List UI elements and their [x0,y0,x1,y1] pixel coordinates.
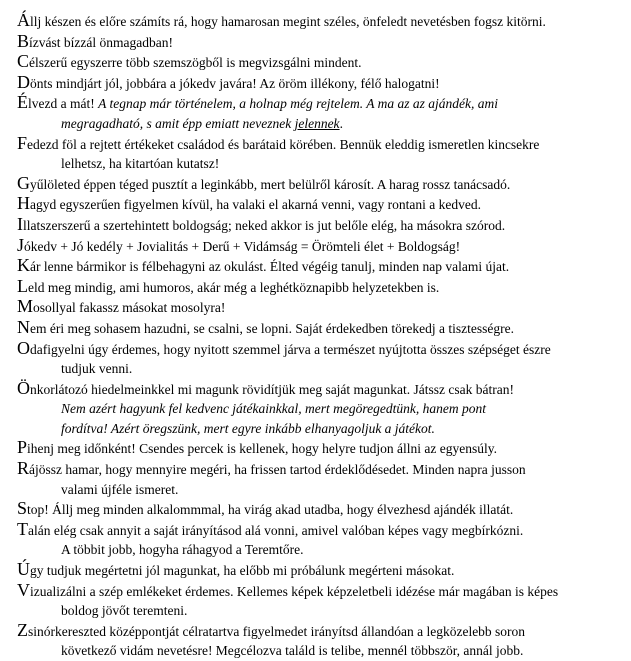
drop-cap: M [17,296,34,317]
text-segment: jelennek [294,115,340,131]
text-segment: alán elég csak annyit a saját irányításod alá vonni, amivel valóban képes vagy megbírkózni. [28,522,524,538]
drop-cap: É [17,92,28,113]
text-segment: tudjuk venni. [61,361,133,377]
advice-line [17,480,617,500]
advice-line [17,419,617,439]
text-segment: top! Állj meg minden alkalommmal, ha virág akad utadba, hogy élvezhesd ajándék illatát. [27,502,514,518]
advice-line [17,93,617,114]
advice-item-g [17,174,617,195]
advice-line [17,134,617,155]
advice-item-ö [17,379,617,439]
drop-cap: P [17,437,28,458]
advice-line [17,581,617,602]
advice-line [17,277,617,298]
text-segment: . [339,115,343,131]
advice-line [17,174,617,195]
advice-line [17,601,617,621]
advice-item-f [17,134,617,174]
text-segment: llatszerszerű a szertehintett boldogság; neked akkor is jut belőle elég, ha másokra szórod. [23,217,506,233]
advice-item-z [17,621,617,661]
text-segment: nkorlátozó hiedelmeinkkel mi magunk rövidítjük meg saját magunkat. Játssz csak bátran! [30,381,514,397]
drop-cap: H [17,193,30,214]
text-segment: ájössz hamar, hogy mennyire megéri, ha frissen tartod érdeklődésedet. Minden napra jusson [29,462,526,478]
drop-cap: K [17,255,30,276]
text-segment: ihenj meg időnként! Csendes percek is kellenek, hogy helyre tudjon állni az egyensúly. [27,441,498,457]
text-segment: ízvást bízzál önmagadban! [29,34,173,50]
text-segment: élszerű egyszerre több szemszögből is megvizsgálni mindent. [29,55,362,71]
advice-line [17,459,617,480]
advice-item-c [17,52,617,73]
advice-item-e [17,93,617,133]
advice-item-o [17,339,617,379]
text-segment: boldog jövőt teremteni. [61,603,188,619]
advice-item-p [17,438,617,459]
advice-line [17,256,617,277]
text-segment: osollyal fakassz másokat mosolyra! [33,300,226,316]
text-segment: Nem azért hagyunk fel kedvenc játékainkkal, mert megöregedtünk, hanem pont [61,401,486,417]
advice-line [17,560,617,581]
text-segment: izualizálni a szép emlékeket érdemes. Kellemes képek képzeletbeli idézése már magában is képes [30,583,559,599]
advice-line [17,359,617,379]
text-segment: fordítva! Azért öregszünk, mert egyre inkább elhanyagoljuk a játékot. [61,420,435,436]
advice-item-s [17,499,617,520]
drop-cap: R [17,458,30,479]
advice-item-v [17,581,617,621]
advice-item-k [17,256,617,277]
advice-line [17,399,617,419]
drop-cap: T [17,518,28,539]
advice-line [17,297,617,318]
advice-item-d [17,73,617,94]
drop-cap: B [17,30,30,51]
advice-line [17,114,617,134]
text-segment: ár lenne bármikor is félbehagyni az okulást. Élted végéig tanulj, minden nap valami újat. [30,259,510,275]
text-segment: gy tudjuk megértetni jól magunkat, ha előbb mi próbálunk megérteni másokat. [30,563,455,579]
advice-line [17,520,617,541]
text-segment: agyd egyszerűen figyelmen kívül, ha valaki el akarná venni, vagy rontani a kedved. [30,197,481,213]
advice-line [17,11,617,32]
text-segment: önts mindjárt jól, jobbára a jókedv javára! Az öröm illékony, félő halogatni! [30,75,440,91]
advice-line [17,73,617,94]
text-segment: A tegnap már történelem, a holnap még rejtelem. A ma az az ajándék, ami [98,96,499,112]
drop-cap: Z [17,619,28,640]
advice-line [17,52,617,73]
advice-line [17,318,617,339]
advice-item-b [17,32,617,53]
text-segment: megragadható, s amit épp emiatt neveznek [61,115,295,131]
text-segment: ókedv + Jó kedély + Jovialitás + Derű + Vidámság = Örömteli élet + Boldogság! [24,238,461,254]
advice-line [17,215,617,236]
drop-cap: F [17,132,28,153]
text-segment: eld meg mindig, ami humoros, akár még a leghétköznapibb helyzetekben is. [28,279,440,295]
text-segment: következő vidám nevetésre! Megcélozva találd is telibe, mennél többször, annál jobb. [61,643,524,659]
advice-line [17,236,617,257]
advice-line [17,641,617,661]
text-segment: A többit jobb, hogyha ráhagyod a Teremtőre. [61,542,304,558]
drop-cap: D [17,71,30,92]
drop-cap: N [17,316,30,337]
advice-item-j [17,236,617,257]
advice-item-a [17,11,617,32]
text-segment: em éri meg sohasem hazudni, se csalni, se lopni. Saját érdekedben törekedj a tisztességre. [30,320,514,336]
advice-line [17,621,617,642]
advice-line [17,379,617,400]
drop-cap: J [17,234,25,255]
text-segment: dafigyelni úgy érdemes, hogy nyitott szemmel járva a természet nyújtotta összes szépséget észre [30,341,551,357]
advice-list [17,11,617,661]
drop-cap: Ö [17,377,30,398]
advice-item-n [17,318,617,339]
text-segment: edezd föl a rejtett értékeket családod és barátaid körében. Bennük eleddig ismeretlen kincsekre [27,136,540,152]
drop-cap: C [17,51,30,72]
advice-line [17,32,617,53]
text-segment: yűlöleted éppen téged pusztít a leginkább, mert belülről károsít. A harag rossz tanácsadó. [30,176,511,192]
advice-item-r [17,459,617,499]
drop-cap: Á [17,10,30,30]
advice-line [17,194,617,215]
drop-cap: L [17,275,28,296]
advice-item-t [17,520,617,560]
drop-cap: Ú [17,559,30,580]
advice-line [17,154,617,174]
drop-cap: S [17,498,28,519]
advice-item-m [17,297,617,318]
drop-cap: G [17,172,30,193]
advice-line [17,499,617,520]
advice-item-ú [17,560,617,581]
advice-line [17,339,617,360]
text-segment: valami újféle ismeret. [61,481,179,497]
advice-item-h [17,194,617,215]
advice-item-i [17,215,617,236]
drop-cap: V [17,579,30,600]
advice-item-l [17,277,617,298]
text-segment: llj készen és előre számíts rá, hogy hamarosan megint széles, önfeledt nevetésben fogsz kitörni. [30,14,546,29]
text-segment: lvezd a mát! [28,96,99,112]
drop-cap: I [17,213,23,234]
drop-cap: O [17,337,30,358]
text-segment: sinórkereszted középpontját célratartva figyelmedet irányítsd állandóan a legközelebb soron [28,623,526,639]
text-segment: lelhetsz, ha kitartóan kutatsz! [61,156,220,172]
advice-line [17,438,617,459]
advice-line [17,540,617,560]
